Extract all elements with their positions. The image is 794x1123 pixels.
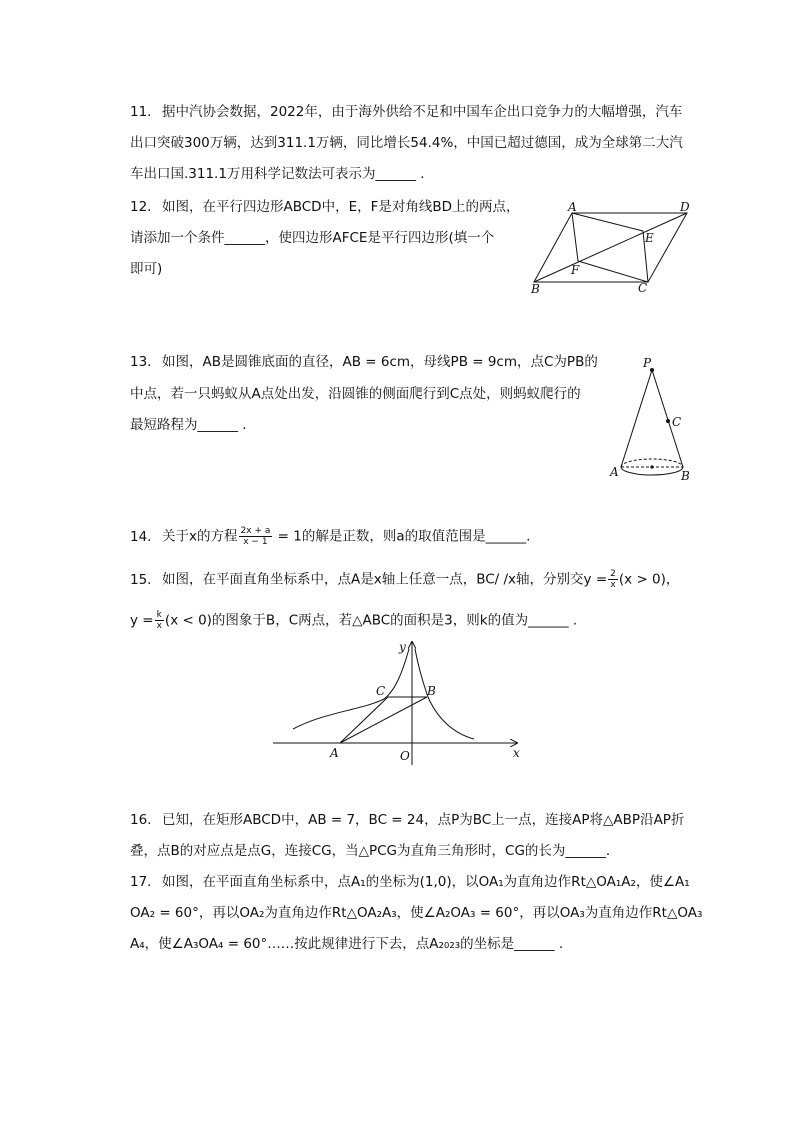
q15-number: 15. <box>130 571 152 588</box>
q11-text-1: 据中汽协会数据，2022年，由于海外供给不足和中国车企出口竞争力的大幅增强，汽车 <box>162 104 683 120</box>
segment-af <box>572 213 578 261</box>
q14-fraction <box>239 526 273 547</box>
label-o: O <box>400 749 410 763</box>
q15-frac2-denominator: x <box>156 621 162 631</box>
q16-line-1 <box>130 811 684 829</box>
q15-fraction-1 <box>608 569 618 590</box>
q15-text-2-pre: y = <box>130 612 154 629</box>
cone-figure <box>605 352 695 484</box>
label-a: A <box>568 200 577 214</box>
q12-text-1: 如图，在平行四边形ABCD中，E，F是对角线BD上的两点， <box>162 199 520 215</box>
q15-line-1 <box>130 569 679 590</box>
q17-text-1: 如图，在平面直角坐标系中，点A₁的坐标为(1,0)，以OA₁为直角边作Rt△OA₁A₂，使∠A₁ <box>162 874 690 890</box>
cone-edge-pa <box>621 370 652 467</box>
q16-text-1: 已知，在矩形ABCD中，AB = 7，BC = 24，点P为BC上一点，连接AP将△ABP沿AP折 <box>162 812 685 828</box>
q14-line-1 <box>130 526 530 547</box>
q12-line-1 <box>130 198 520 216</box>
midpoint-c <box>666 419 670 423</box>
q15-text-2-post: (x < 0)的图象于B，C两点，若△ABC的面积是3，则k的值为______ . <box>164 612 578 629</box>
label-y: y <box>399 640 406 654</box>
curve-left <box>293 649 409 729</box>
label-p: P <box>643 356 652 370</box>
q15-frac2-numerator: k <box>155 610 164 621</box>
q12-number: 12. <box>130 199 152 215</box>
label-a: A <box>610 465 619 479</box>
q15-text-1-post: (x > 0)， <box>618 571 680 588</box>
label-c: C <box>672 415 682 429</box>
label-b: B <box>427 684 436 698</box>
label-x: x <box>513 746 520 760</box>
q16-number: 16. <box>130 812 152 828</box>
q14-number: 14. <box>130 528 152 545</box>
segment-fc <box>578 261 648 282</box>
label-b: B <box>531 282 540 296</box>
q15-line-2 <box>130 610 577 631</box>
parallelogram-figure <box>525 198 705 296</box>
q13-line-2: 中点，若一只蚂蚁从A点处出发，沿圆锥的侧面爬行到C点处，则蚂蚁爬行的 <box>130 386 581 402</box>
q16-line-2: 叠，点B的对应点是点G，连接CG，当△PCG为直角三角形时，CG的长为______. <box>130 843 611 859</box>
q13-line-1 <box>130 353 598 371</box>
q17-line-3: A₄，使∠A₃OA₄ = 60°……按此规律进行下去，点A₂₀₂₃的坐标是______ . <box>130 936 564 952</box>
q17-number: 17. <box>130 874 152 890</box>
q12-line-3: 即可) <box>130 261 163 277</box>
q15-text-1-pre: 如图，在平面直角坐标系中，点A是x轴上任意一点，BC/ /x轴，分别交y = <box>162 571 608 588</box>
curve-right <box>415 649 474 739</box>
q15-frac1-numerator: 2 <box>610 569 616 579</box>
label-c: C <box>638 281 648 295</box>
q14-frac-denominator: x − 1 <box>243 537 268 547</box>
label-e: E <box>645 231 654 245</box>
segment-ab <box>340 697 427 743</box>
q11-line-1 <box>130 103 682 121</box>
q14-text-pre: 关于x的方程 <box>162 528 238 545</box>
label-d: D <box>680 200 690 214</box>
label-c: C <box>376 684 386 698</box>
diagonal-bd <box>534 213 687 282</box>
q13-line-3: 最短路程为______ . <box>130 417 247 433</box>
q15-fraction-2 <box>155 610 164 631</box>
q17-line-1 <box>130 873 690 891</box>
q11-line-2: 出口突破300万辆，达到311.1万辆，同比增长54.4%，中国已超过德国，成为全球第二大汽 <box>130 135 683 151</box>
label-a: A <box>330 746 339 760</box>
q12-line-2: 请添加一个条件______，使四边形AFCE是平行四边形(填一个 <box>130 230 495 246</box>
q15-frac1-denominator: x <box>610 580 616 590</box>
label-f: F <box>571 263 580 277</box>
q13-number: 13. <box>130 354 152 370</box>
q14-text-post: = 1的解是正数，则a的取值范围是______. <box>273 528 531 545</box>
q14-frac-numerator: 2x + a <box>240 526 271 536</box>
label-b: B <box>681 469 690 483</box>
segment-ca <box>340 697 388 743</box>
base-center <box>650 465 653 468</box>
q11-number: 11. <box>130 104 152 120</box>
coordinate-figure <box>268 638 530 766</box>
q13-text-1: 如图，AB是圆锥底面的直径，AB = 6cm，母线PB = 9cm，点C为PB的 <box>162 354 598 370</box>
segment-ae <box>572 213 643 231</box>
q11-line-3: 车出口国.311.1万用科学记数法可表示为______ . <box>130 166 425 182</box>
q17-line-2: OA₂ = 60°，再以OA₂为直角边作Rt△OA₂A₃，使∠A₂OA₃ = 60°，再以OA₃为直角边作Rt△OA₃ <box>130 905 703 921</box>
